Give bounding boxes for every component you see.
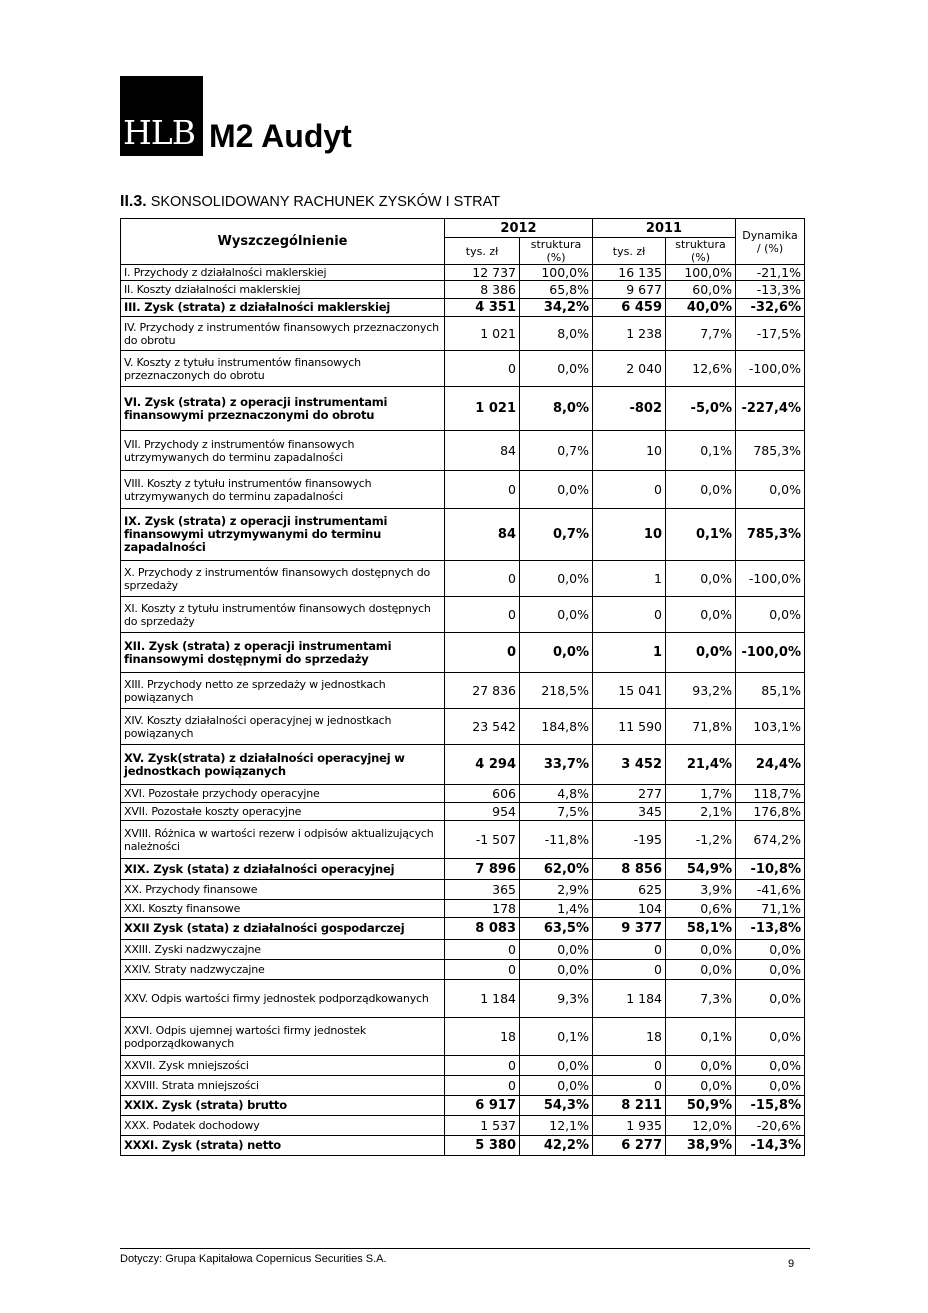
value-2012: 954 [445,803,520,821]
dynamics: -14,3% [736,1136,805,1156]
value-2012: 1 021 [445,317,520,351]
structure-2012: -11,8% [520,821,593,859]
structure-2012: 7,5% [520,803,593,821]
table-row [121,1116,805,1136]
structure-2012: 4,8% [520,785,593,803]
row-label: IX. Zysk (strata) z operacji instrumentami finansowymi utrzymywanymi do terminu zapadalności [121,509,445,561]
value-2011: 10 [593,509,666,561]
structure-2011: 3,9% [666,880,736,900]
structure-2011: 0,0% [666,960,736,980]
value-2011: -802 [593,387,666,431]
value-2012: 0 [445,597,520,633]
value-2012: 7 896 [445,859,520,880]
structure-2012: 0,0% [520,960,593,980]
value-2011: 0 [593,1076,666,1096]
table-row [121,1076,805,1096]
structure-2012: 33,7% [520,745,593,785]
structure-2011: 58,1% [666,918,736,940]
row-label: XII. Zysk (strata) z operacji instrumentami finansowymi dostępnymi do sprzedaży [121,633,445,673]
structure-2011: 0,1% [666,431,736,471]
row-label: VII. Przychody z instrumentów finansowych utrzymywanych do terminu zapadalności [121,431,445,471]
row-label: III. Zysk (strata) z działalności maklerskiej [121,299,445,317]
value-2012: 18 [445,1018,520,1056]
header-description: Wyszczególnienie [121,219,445,265]
footer-divider [120,1248,810,1249]
value-2012: 0 [445,561,520,597]
structure-2011: 0,0% [666,940,736,960]
dynamics: -227,4% [736,387,805,431]
structure-2012: 184,8% [520,709,593,745]
value-2011: 9 677 [593,281,666,299]
structure-2012: 34,2% [520,299,593,317]
value-2011: 625 [593,880,666,900]
value-2011: 1 238 [593,317,666,351]
table-row [121,803,805,821]
structure-2011: 0,1% [666,1018,736,1056]
structure-2011: 7,7% [666,317,736,351]
value-2011: 11 590 [593,709,666,745]
structure-2012: 1,4% [520,900,593,918]
value-2011: 6 277 [593,1136,666,1156]
dynamics: 0,0% [736,597,805,633]
value-2011: 15 041 [593,673,666,709]
value-2011: 0 [593,1056,666,1076]
row-label: XVIII. Różnica w wartości rezerw i odpisów aktualizujących należności [121,821,445,859]
row-label: XXII Zysk (stata) z działalności gospodarczej [121,918,445,940]
table-row [121,633,805,673]
structure-2012: 0,0% [520,597,593,633]
dynamics: -10,8% [736,859,805,880]
section-title [120,193,500,211]
header-year-2011: 2011 [593,219,736,238]
value-2012: 8 083 [445,918,520,940]
value-2012: 0 [445,351,520,387]
dynamics: -41,6% [736,880,805,900]
value-2012: 0 [445,940,520,960]
row-label: XIX. Zysk (stata) z działalności operacyjnej [121,859,445,880]
value-2012: 84 [445,509,520,561]
structure-2011: 0,1% [666,509,736,561]
structure-2012: 218,5% [520,673,593,709]
row-label: VIII. Koszty z tytułu instrumentów finansowych utrzymywanych do terminu zapadalności [121,471,445,509]
row-label: XXXI. Zysk (strata) netto [121,1136,445,1156]
row-label: XXIII. Zyski nadzwyczajne [121,940,445,960]
table-row [121,709,805,745]
dynamics: -32,6% [736,299,805,317]
table-row [121,1018,805,1056]
structure-2011: 40,0% [666,299,736,317]
value-2012: 365 [445,880,520,900]
value-2011: 104 [593,900,666,918]
value-2011: 8 211 [593,1096,666,1116]
table-row [121,299,805,317]
structure-2012: 42,2% [520,1136,593,1156]
structure-2011: 7,3% [666,980,736,1018]
structure-2012: 0,0% [520,940,593,960]
header-value-2011: tys. zł [593,238,666,265]
structure-2012: 8,0% [520,387,593,431]
structure-2012: 54,3% [520,1096,593,1116]
table-row [121,940,805,960]
structure-2012: 0,0% [520,1056,593,1076]
structure-2012: 2,9% [520,880,593,900]
table-row [121,1096,805,1116]
table-row [121,673,805,709]
table-row [121,281,805,299]
row-label: VI. Zysk (strata) z operacji instrumentami finansowymi przeznaczonymi do obrotu [121,387,445,431]
header-value-2012: tys. zł [445,238,520,265]
value-2012: 0 [445,1056,520,1076]
value-2011: 277 [593,785,666,803]
dynamics: 0,0% [736,1018,805,1056]
dynamics: 0,0% [736,1056,805,1076]
row-label: XXX. Podatek dochodowy [121,1116,445,1136]
header-year-2012: 2012 [445,219,593,238]
dynamics: 0,0% [736,471,805,509]
structure-2012: 63,5% [520,918,593,940]
dynamics: -20,6% [736,1116,805,1136]
row-label: XVII. Pozostałe koszty operacyjne [121,803,445,821]
structure-2011: 12,0% [666,1116,736,1136]
dynamics: 785,3% [736,509,805,561]
logo-name: M2 Audyt [209,118,352,154]
row-label: XXI. Koszty finansowe [121,900,445,918]
structure-2011: 1,7% [666,785,736,803]
table-row [121,317,805,351]
value-2012: 4 294 [445,745,520,785]
value-2011: 1 [593,633,666,673]
structure-2012: 0,7% [520,431,593,471]
structure-2011: 0,0% [666,471,736,509]
value-2012: 6 917 [445,1096,520,1116]
structure-2012: 0,1% [520,1018,593,1056]
structure-2011: 60,0% [666,281,736,299]
value-2012: -1 507 [445,821,520,859]
value-2011: 1 935 [593,1116,666,1136]
dynamics: -21,1% [736,265,805,281]
header-dynamics: Dynamika / (%) [736,219,805,265]
value-2012: 84 [445,431,520,471]
table-row [121,785,805,803]
dynamics: 0,0% [736,980,805,1018]
dynamics: -100,0% [736,351,805,387]
dynamics: 71,1% [736,900,805,918]
structure-2012: 0,0% [520,633,593,673]
page-number: 9 [788,1258,795,1270]
value-2011: 0 [593,597,666,633]
table-row [121,880,805,900]
row-label: IV. Przychody z instrumentów finansowych przeznaczonych do obrotu [121,317,445,351]
structure-2011: 100,0% [666,265,736,281]
table-row [121,471,805,509]
row-label: XI. Koszty z tytułu instrumentów finansowych dostępnych do sprzedaży [121,597,445,633]
value-2011: 0 [593,960,666,980]
structure-2012: 0,7% [520,509,593,561]
value-2012: 1 021 [445,387,520,431]
table-row [121,859,805,880]
logo-mark [120,76,203,156]
table-row [121,980,805,1018]
value-2012: 4 351 [445,299,520,317]
value-2011: 9 377 [593,918,666,940]
structure-2011: -5,0% [666,387,736,431]
company-logo [120,76,352,156]
row-label: XXVIII. Strata mniejszości [121,1076,445,1096]
footer-text: Dotyczy: Grupa Kapitałowa Copernicus Securities S.A. [120,1253,387,1265]
dynamics: 674,2% [736,821,805,859]
structure-2011: 12,6% [666,351,736,387]
structure-2012: 65,8% [520,281,593,299]
structure-2011: 0,0% [666,1056,736,1076]
dynamics: 85,1% [736,673,805,709]
row-label: XXVII. Zysk mniejszości [121,1056,445,1076]
income-statement-table [120,218,805,1156]
structure-2012: 0,0% [520,1076,593,1096]
value-2012: 0 [445,960,520,980]
structure-2011: 2,1% [666,803,736,821]
structure-2011: 0,0% [666,633,736,673]
value-2011: 18 [593,1018,666,1056]
value-2011: 0 [593,940,666,960]
dynamics: -100,0% [736,633,805,673]
structure-2012: 9,3% [520,980,593,1018]
dynamics: 0,0% [736,1076,805,1096]
structure-2011: 50,9% [666,1096,736,1116]
structure-2012: 12,1% [520,1116,593,1136]
row-label: XXIV. Straty nadzwyczajne [121,960,445,980]
dynamics: 0,0% [736,960,805,980]
header-structure-2012: struktura (%) [520,238,593,265]
structure-2011: 0,0% [666,1076,736,1096]
value-2012: 0 [445,1076,520,1096]
value-2012: 5 380 [445,1136,520,1156]
value-2011: 6 459 [593,299,666,317]
structure-2012: 100,0% [520,265,593,281]
structure-2012: 62,0% [520,859,593,880]
value-2011: 1 [593,561,666,597]
table-row [121,900,805,918]
row-label: XVI. Pozostałe przychody operacyjne [121,785,445,803]
value-2011: 8 856 [593,859,666,880]
value-2012: 23 542 [445,709,520,745]
dynamics: -100,0% [736,561,805,597]
value-2012: 1 537 [445,1116,520,1136]
dynamics: 176,8% [736,803,805,821]
logo-mark-text: HLB [123,113,195,152]
value-2012: 606 [445,785,520,803]
value-2011: 10 [593,431,666,471]
table-row [121,509,805,561]
table-row [121,960,805,980]
table-row [121,351,805,387]
dynamics: 103,1% [736,709,805,745]
value-2012: 27 836 [445,673,520,709]
dynamics: 24,4% [736,745,805,785]
dynamics: 118,7% [736,785,805,803]
table-row [121,431,805,471]
value-2011: 16 135 [593,265,666,281]
dynamics: -13,3% [736,281,805,299]
table-row [121,745,805,785]
structure-2011: 0,6% [666,900,736,918]
table-row [121,1056,805,1076]
structure-2011: 54,9% [666,859,736,880]
row-label: V. Koszty z tytułu instrumentów finansowych przeznaczonych do obrotu [121,351,445,387]
row-label: II. Koszty działalności maklerskiej [121,281,445,299]
structure-2011: -1,2% [666,821,736,859]
value-2012: 8 386 [445,281,520,299]
value-2011: 2 040 [593,351,666,387]
value-2012: 178 [445,900,520,918]
table-body [121,265,805,1156]
dynamics: 0,0% [736,940,805,960]
structure-2012: 0,0% [520,561,593,597]
row-label: XXV. Odpis wartości firmy jednostek podporządkowanych [121,980,445,1018]
table-row [121,821,805,859]
structure-2012: 8,0% [520,317,593,351]
section-number: II.3. [120,193,147,210]
value-2011: 3 452 [593,745,666,785]
table-row [121,1136,805,1156]
value-2012: 1 184 [445,980,520,1018]
structure-2011: 0,0% [666,597,736,633]
table-row [121,387,805,431]
dynamics: -13,8% [736,918,805,940]
structure-2011: 21,4% [666,745,736,785]
structure-2011: 93,2% [666,673,736,709]
row-label: XV. Zysk(strata) z działalności operacyjnej w jednostkach powiązanych [121,745,445,785]
table-row [121,597,805,633]
section-title-text: SKONSOLIDOWANY RACHUNEK ZYSKÓW I STRAT [150,194,501,210]
table-row [121,265,805,281]
structure-2012: 0,0% [520,351,593,387]
row-label: XIII. Przychody netto ze sprzedaży w jednostkach powiązanych [121,673,445,709]
value-2011: 0 [593,471,666,509]
value-2012: 0 [445,471,520,509]
dynamics: 785,3% [736,431,805,471]
header-structure-2011: struktura (%) [666,238,736,265]
row-label: XX. Przychody finansowe [121,880,445,900]
value-2011: 345 [593,803,666,821]
structure-2011: 71,8% [666,709,736,745]
value-2012: 12 737 [445,265,520,281]
dynamics: -15,8% [736,1096,805,1116]
dynamics: -17,5% [736,317,805,351]
row-label: XXVI. Odpis ujemnej wartości firmy jednostek podporządkowanych [121,1018,445,1056]
row-label: X. Przychody z instrumentów finansowych dostępnych do sprzedaży [121,561,445,597]
structure-2011: 38,9% [666,1136,736,1156]
table-row [121,561,805,597]
table-row [121,918,805,940]
structure-2011: 0,0% [666,561,736,597]
value-2011: 1 184 [593,980,666,1018]
structure-2012: 0,0% [520,471,593,509]
value-2012: 0 [445,633,520,673]
row-label: XIV. Koszty działalności operacyjnej w jednostkach powiązanych [121,709,445,745]
row-label: XXIX. Zysk (strata) brutto [121,1096,445,1116]
value-2011: -195 [593,821,666,859]
row-label: I. Przychody z działalności maklerskiej [121,265,445,281]
